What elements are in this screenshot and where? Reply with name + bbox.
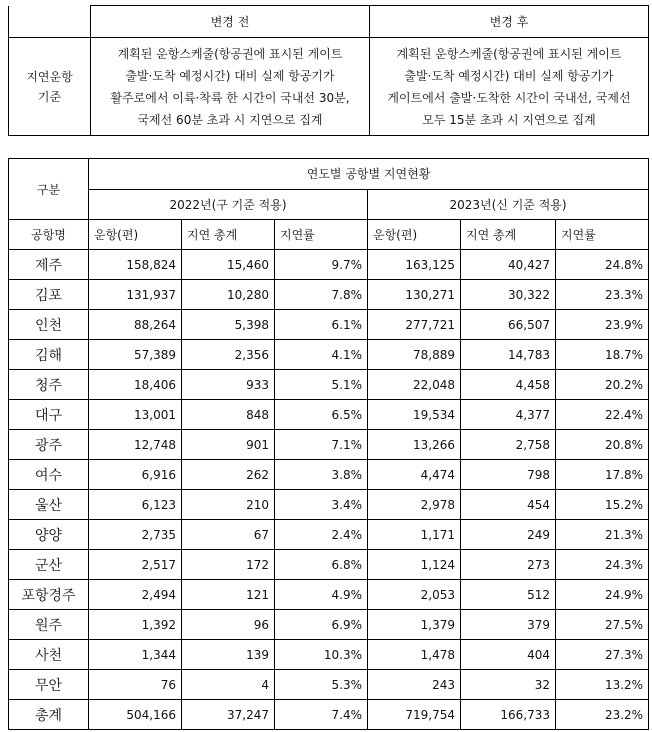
flights-2023-header: 운항(편)	[368, 220, 461, 250]
table-row	[9, 490, 649, 520]
year-header-row	[9, 189, 649, 220]
rate-2022-cell: 3.4%	[275, 490, 368, 520]
table-row	[9, 580, 649, 610]
delays-2023-cell: 404	[461, 640, 556, 670]
flights-2023-cell: 2,978	[368, 490, 461, 520]
flights-2022-cell: 158,824	[89, 250, 182, 280]
rate-2022-cell: 3.8%	[275, 460, 368, 490]
delays-2022-cell: 172	[182, 550, 275, 580]
flights-2022-cell: 1,344	[89, 640, 182, 670]
delays-2022-cell: 848	[182, 400, 275, 430]
table-row	[9, 670, 649, 700]
rate-2022-cell: 6.5%	[275, 400, 368, 430]
airport-name-cell: 원주	[9, 610, 89, 640]
rate-2023-cell: 13.2%	[556, 670, 649, 700]
rate-2023-cell: 23.2%	[556, 700, 649, 730]
delays-2022-cell: 4	[182, 670, 275, 700]
table-row	[9, 430, 649, 460]
year-2022-header: 2022년(구 기준 적용)	[89, 189, 368, 220]
rate-2023-cell: 24.3%	[556, 550, 649, 580]
before-line: 국제선 60분 초과 시 지연으로 집계	[137, 112, 323, 127]
delays-2022-header: 지연 총계	[182, 220, 275, 250]
before-header: 변경 전	[91, 6, 370, 38]
after-line: 출발·도착 예정시간) 대비 실제 항공기가	[404, 68, 614, 83]
delays-2022-cell: 96	[182, 610, 275, 640]
delays-2023-cell: 14,783	[461, 340, 556, 370]
flights-2023-cell: 243	[368, 670, 461, 700]
flights-2022-cell: 131,937	[89, 280, 182, 310]
airport-name-cell: 군산	[9, 550, 89, 580]
airport-name-cell: 김해	[9, 340, 89, 370]
table-row	[9, 310, 649, 340]
rate-2023-cell: 23.3%	[556, 280, 649, 310]
flights-2022-cell: 504,166	[89, 700, 182, 730]
airport-name-cell: 양양	[9, 520, 89, 550]
delays-2023-header: 지연 총계	[461, 220, 556, 250]
rate-2022-cell: 4.9%	[275, 580, 368, 610]
rate-2022-cell: 6.1%	[275, 310, 368, 340]
flights-2023-cell: 2,053	[368, 580, 461, 610]
delays-2023-cell: 4,458	[461, 370, 556, 400]
table-row	[9, 700, 649, 730]
table-row	[9, 370, 649, 400]
flights-2023-cell: 22,048	[368, 370, 461, 400]
rate-2023-cell: 24.9%	[556, 580, 649, 610]
criteria-body-row	[9, 38, 649, 136]
flights-2023-cell: 19,534	[368, 400, 461, 430]
rate-2023-cell: 18.7%	[556, 340, 649, 370]
before-line: 활주로에서 이륙·착륙 한 시간이 국내선 30분,	[110, 90, 350, 105]
rate-2023-cell: 24.8%	[556, 250, 649, 280]
rate-2022-cell: 4.1%	[275, 340, 368, 370]
table-row	[9, 640, 649, 670]
delays-2023-cell: 379	[461, 610, 556, 640]
delays-2023-cell: 249	[461, 520, 556, 550]
airport-name-cell: 청주	[9, 370, 89, 400]
rate-2023-cell: 17.8%	[556, 460, 649, 490]
rate-2022-cell: 6.9%	[275, 610, 368, 640]
flights-2022-cell: 6,123	[89, 490, 182, 520]
rate-2023-cell: 21.3%	[556, 520, 649, 550]
delays-2022-cell: 2,356	[182, 340, 275, 370]
airport-name-cell: 울산	[9, 490, 89, 520]
rate-2022-cell: 10.3%	[275, 640, 368, 670]
flights-2022-cell: 2,735	[89, 520, 182, 550]
flights-2023-cell: 277,721	[368, 310, 461, 340]
table-row	[9, 280, 649, 310]
table-row	[9, 250, 649, 280]
flights-2022-cell: 12,748	[89, 430, 182, 460]
table-row	[9, 610, 649, 640]
delays-2023-cell: 40,427	[461, 250, 556, 280]
criteria-row-label-line1: 지연운항	[26, 69, 73, 84]
delay-rows	[9, 250, 649, 730]
airport-name-cell: 김포	[9, 280, 89, 310]
rate-2022-cell: 5.3%	[275, 670, 368, 700]
rate-2023-cell: 20.8%	[556, 430, 649, 460]
delays-2023-cell: 512	[461, 580, 556, 610]
rate-2022-cell: 7.4%	[275, 700, 368, 730]
airport-name-cell: 인천	[9, 310, 89, 340]
flights-2023-cell: 13,266	[368, 430, 461, 460]
airport-name-cell: 대구	[9, 400, 89, 430]
flights-2022-cell: 2,494	[89, 580, 182, 610]
after-line: 모두 15분 초과 시 지연으로 집계	[422, 112, 596, 127]
rate-2022-cell: 7.8%	[275, 280, 368, 310]
flights-2023-cell: 130,271	[368, 280, 461, 310]
rate-2022-cell: 9.7%	[275, 250, 368, 280]
airport-name-cell: 사천	[9, 640, 89, 670]
rate-2023-cell: 15.2%	[556, 490, 649, 520]
delays-2022-cell: 933	[182, 370, 275, 400]
flights-2023-cell: 4,474	[368, 460, 461, 490]
column-header-row	[9, 220, 649, 250]
delay-status-table	[8, 158, 649, 730]
delays-2022-cell: 15,460	[182, 250, 275, 280]
before-line: 출발·도착 예정시간) 대비 실제 항공기가	[125, 68, 335, 83]
rate-2023-cell: 22.4%	[556, 400, 649, 430]
flights-2023-cell: 1,124	[368, 550, 461, 580]
rate-2022-header: 지연률	[275, 220, 368, 250]
table-row	[9, 520, 649, 550]
table-row	[9, 400, 649, 430]
flights-2023-cell: 1,171	[368, 520, 461, 550]
airport-name-cell: 제주	[9, 250, 89, 280]
before-line: 계획된 운항스케줄(항공권에 표시된 게이트	[117, 46, 343, 61]
airport-name-cell: 광주	[9, 430, 89, 460]
flights-2022-cell: 76	[89, 670, 182, 700]
rate-2022-cell: 6.8%	[275, 550, 368, 580]
delays-2022-cell: 121	[182, 580, 275, 610]
delays-2022-cell: 262	[182, 460, 275, 490]
flights-2022-cell: 18,406	[89, 370, 182, 400]
delays-2023-cell: 2,758	[461, 430, 556, 460]
airport-name-cell: 총계	[9, 700, 89, 730]
flights-2023-cell: 719,754	[368, 700, 461, 730]
delays-2023-cell: 273	[461, 550, 556, 580]
rate-2023-cell: 23.9%	[556, 310, 649, 340]
delay-table-title: 연도별 공항별 지연현황	[89, 159, 649, 190]
rate-2023-header: 지연률	[556, 220, 649, 250]
flights-2022-cell: 2,517	[89, 550, 182, 580]
after-line: 계획된 운항스케줄(항공권에 표시된 게이트	[396, 46, 622, 61]
flights-2023-cell: 163,125	[368, 250, 461, 280]
airport-name-cell: 무안	[9, 670, 89, 700]
after-line: 게이트에서 출발·도착한 시간이 국내선, 국제선	[387, 90, 631, 105]
rate-2023-cell: 20.2%	[556, 370, 649, 400]
delays-2023-cell: 798	[461, 460, 556, 490]
flights-2022-header: 운항(편)	[89, 220, 182, 250]
flights-2022-cell: 1,392	[89, 610, 182, 640]
rate-2022-cell: 5.1%	[275, 370, 368, 400]
delay-title-row	[9, 159, 649, 190]
after-criteria-text	[370, 38, 649, 136]
criteria-row-label-line2: 기준	[37, 89, 62, 104]
year-2023-header: 2023년(신 기준 적용)	[368, 189, 649, 220]
flights-2023-cell: 1,379	[368, 610, 461, 640]
delays-2022-cell: 37,247	[182, 700, 275, 730]
airport-name-cell: 여수	[9, 460, 89, 490]
table-row	[9, 340, 649, 370]
flights-2022-cell: 57,389	[89, 340, 182, 370]
rate-2022-cell: 7.1%	[275, 430, 368, 460]
delays-2023-cell: 454	[461, 490, 556, 520]
delays-2022-cell: 139	[182, 640, 275, 670]
delays-2022-cell: 67	[182, 520, 275, 550]
delays-2023-cell: 32	[461, 670, 556, 700]
table-row	[9, 460, 649, 490]
rate-2023-cell: 27.3%	[556, 640, 649, 670]
airport-name-cell: 포항경주	[9, 580, 89, 610]
flights-2023-cell: 78,889	[368, 340, 461, 370]
flights-2022-cell: 13,001	[89, 400, 182, 430]
rate-2022-cell: 2.4%	[275, 520, 368, 550]
flights-2023-cell: 1,478	[368, 640, 461, 670]
delays-2023-cell: 4,377	[461, 400, 556, 430]
delays-2023-cell: 166,733	[461, 700, 556, 730]
table-row	[9, 550, 649, 580]
criteria-corner-cell	[9, 6, 91, 38]
delays-2022-cell: 901	[182, 430, 275, 460]
criteria-header-row	[9, 6, 649, 38]
delays-2023-cell: 30,322	[461, 280, 556, 310]
after-header: 변경 후	[370, 6, 649, 38]
gubun-header: 구분	[9, 159, 89, 220]
flights-2022-cell: 88,264	[89, 310, 182, 340]
airport-column-header: 공항명	[9, 220, 89, 250]
criteria-row-label	[9, 38, 91, 136]
criteria-table	[8, 5, 649, 136]
delays-2022-cell: 10,280	[182, 280, 275, 310]
flights-2022-cell: 6,916	[89, 460, 182, 490]
rate-2023-cell: 27.5%	[556, 610, 649, 640]
delays-2022-cell: 210	[182, 490, 275, 520]
delays-2023-cell: 66,507	[461, 310, 556, 340]
delays-2022-cell: 5,398	[182, 310, 275, 340]
before-criteria-text	[91, 38, 370, 136]
